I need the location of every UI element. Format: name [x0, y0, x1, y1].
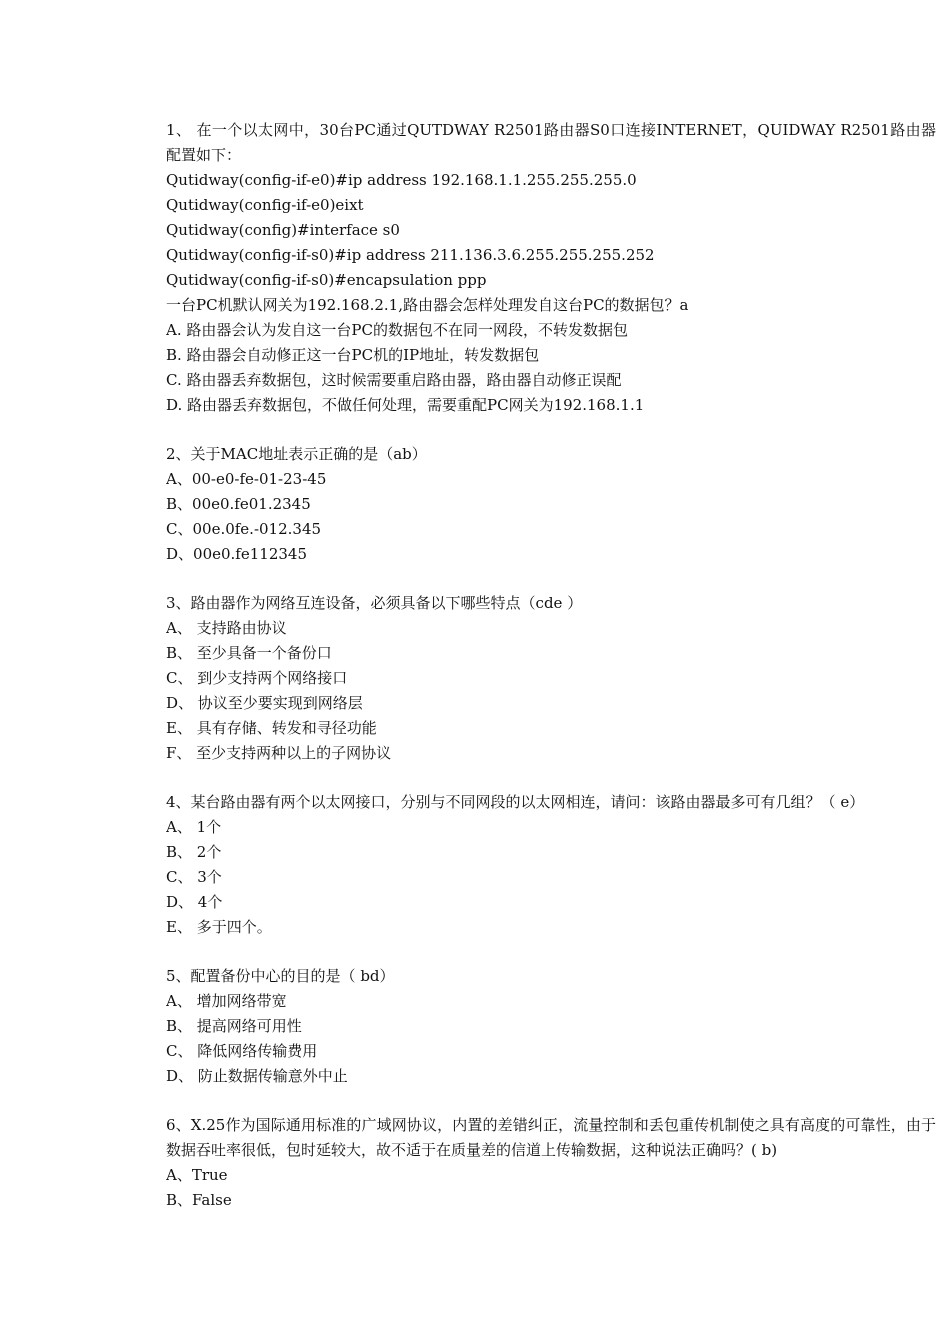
section-gap: [166, 567, 936, 591]
question-4: [166, 790, 936, 940]
question-6: [166, 1113, 936, 1213]
config-line: Qutidway(config-if-s0)#ip address 211.136.3.6.255.255.255.252: [166, 246, 655, 264]
question-3-stem: 3、路由器作为网络互连设备，必须具备以下哪些特点（cde ）: [166, 594, 583, 612]
option-a: A. 路由器会认为发自这一台PC的数据包不在同一网段，不转发数据包: [166, 321, 628, 339]
config-line: Qutidway(config)#interface s0: [166, 221, 400, 239]
option-b: B、 2个: [166, 843, 222, 861]
option-b: B、00e0.fe01.2345: [166, 495, 311, 513]
question-1-prompt: 一台PC机默认网关为192.168.2.1,路由器会怎样处理发自这台PC的数据包？a: [166, 296, 689, 314]
question-5-stem: 5、配置备份中心的目的是（ bd）: [166, 967, 395, 985]
question-4-stem: 4、某台路由器有两个以太网接口，分别与不同网段的以太网相连，请问：该路由器最多可有几组？（ e）: [166, 793, 865, 811]
question-6-stem: 6、X.25作为国际通用标准的广域网协议，内置的差错纠正，流量控制和丢包重传机制使之具有高度的可靠性，由于数据吞吐率很低，包时延较大，故不适于在质量差的信道上传输数据，这种说法正确吗？( b): [166, 1116, 936, 1159]
option-b: B、False: [166, 1191, 232, 1209]
question-1-stem: 1、 在一个以太网中，30台PC通过QUTDWAY R2501路由器S0口连接INTERNET，QUIDWAY R2501路由器配置如下：: [166, 121, 936, 164]
option-a: A、True: [166, 1166, 228, 1184]
config-line: Qutidway(config-if-e0)#ip address 192.168.1.1.255.255.255.0: [166, 171, 637, 189]
option-a: A、 支持路由协议: [166, 619, 287, 637]
config-line: Qutidway(config-if-s0)#encapsulation ppp: [166, 271, 487, 289]
option-d: D、00e0.fe112345: [166, 545, 307, 563]
option-d: D、 协议至少要实现到网络层: [166, 694, 363, 712]
option-a: A、 增加网络带宽: [166, 992, 287, 1010]
question-5: [166, 964, 936, 1089]
question-2-stem: 2、关于MAC地址表示正确的是（ab）: [166, 445, 427, 463]
option-d: D、 4个: [166, 893, 223, 911]
option-a: A、 1个: [166, 818, 222, 836]
config-line: Qutidway(config-if-e0)eixt: [166, 196, 364, 214]
section-gap: [166, 418, 936, 442]
option-b: B、 提高网络可用性: [166, 1017, 302, 1035]
option-f: F、 至少支持两种以上的子网协议: [166, 744, 392, 762]
document-page: [166, 118, 936, 1213]
question-1: [166, 118, 936, 418]
section-gap: [166, 940, 936, 964]
question-3: [166, 591, 936, 766]
option-c: C、 降低网络传输费用: [166, 1042, 318, 1060]
option-e: E、 具有存储、转发和寻径功能: [166, 719, 377, 737]
question-2: [166, 442, 936, 567]
section-gap: [166, 1089, 936, 1113]
option-c: C. 路由器丢弃数据包，这时候需要重启路由器，路由器自动修正误配: [166, 371, 622, 389]
option-c: C、 3个: [166, 868, 222, 886]
section-gap: [166, 766, 936, 790]
option-b: B、 至少具备一个备份口: [166, 644, 332, 662]
option-c: C、00e.0fe.-012.345: [166, 520, 322, 538]
option-e: E、 多于四个。: [166, 918, 272, 936]
option-c: C、 到少支持两个网络接口: [166, 669, 348, 687]
option-d: D、 防止数据传输意外中止: [166, 1067, 348, 1085]
option-b: B. 路由器会自动修正这一台PC机的IP地址，转发数据包: [166, 346, 540, 364]
option-d: D. 路由器丢弃数据包，不做任何处理，需要重配PC网关为192.168.1.1: [166, 396, 645, 414]
option-a: A、00-e0-fe-01-23-45: [166, 470, 327, 488]
